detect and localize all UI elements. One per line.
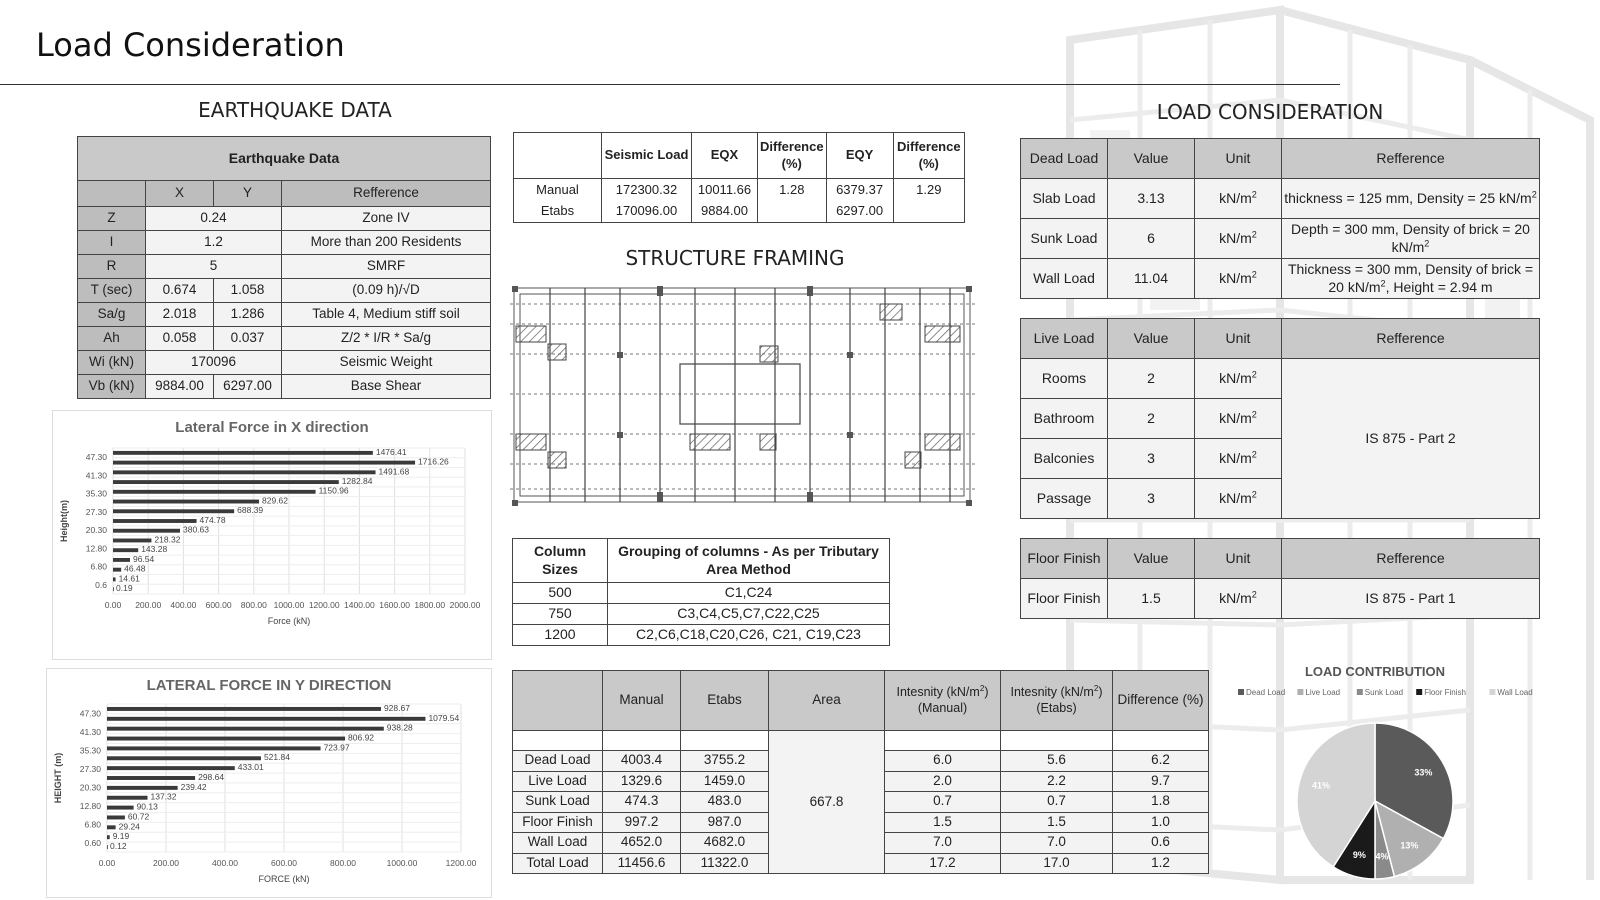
intensity-difference: 1.0 — [1113, 812, 1209, 833]
intensity-etabs: 1459.0 — [681, 771, 769, 792]
x-tick-label: 200.00 — [135, 600, 162, 610]
y-tick-label: 0.6 — [95, 579, 107, 590]
eq-row-x: 9884.00 — [146, 375, 214, 399]
x-tick-label: 400.00 — [170, 600, 197, 610]
live-header: Value — [1108, 319, 1195, 359]
intensity-value-manual: 2.0 — [885, 771, 1001, 792]
live-load-table — [1020, 318, 1540, 519]
legend-entry: Live Load — [1305, 688, 1341, 697]
column-size: 500 — [513, 583, 608, 604]
y-tick-label: 12.80 — [79, 800, 101, 811]
eq-row-x: 2.018 — [146, 303, 214, 327]
bar — [113, 490, 316, 494]
intensity-manual: 1329.6 — [603, 771, 681, 792]
slice-label: 13% — [1400, 840, 1419, 851]
dead-load-table — [1020, 138, 1540, 299]
load-contribution-chart — [1230, 664, 1533, 894]
seismic-header: Difference (%) — [758, 133, 827, 179]
eq-row-value: 0.24 — [146, 207, 282, 231]
intensity-manual: 4003.4 — [603, 751, 681, 772]
column-grouping-table — [512, 538, 890, 646]
live-header: Unit — [1195, 319, 1282, 359]
intensity-value-etabs: 7.0 — [1001, 833, 1113, 854]
intensity-spacer — [885, 731, 1001, 751]
dead-header: Value — [1108, 139, 1195, 179]
intensity-value-manual: 17.2 — [885, 853, 1001, 874]
x-tick-label: 1000.00 — [273, 600, 305, 610]
live-row-label: Rooms — [1021, 359, 1108, 399]
dead-header: Dead Load — [1021, 139, 1108, 179]
bar — [113, 451, 373, 455]
intensity-etabs: 4682.0 — [681, 833, 769, 854]
seismic-header: EQX — [692, 133, 758, 179]
bar — [113, 548, 138, 552]
intensity-difference: 0.6 — [1113, 833, 1209, 854]
bar — [107, 746, 321, 750]
eq-row-reference: Zone IV — [282, 207, 491, 231]
y-tick-label: 47.30 — [85, 452, 107, 463]
column-group: C2,C6,C18,C20,C26, C21, C19,C23 — [608, 625, 890, 646]
bar — [113, 500, 259, 504]
eq-row-label: Wi (kN) — [78, 351, 146, 375]
y-tick-label: 6.80 — [84, 819, 101, 830]
live-row-label: Passage — [1021, 479, 1108, 519]
floor-row-value: 1.5 — [1108, 579, 1195, 619]
earthquake-data-table — [77, 136, 491, 399]
x-tick-label: 1200.00 — [445, 858, 477, 868]
seismic-cell: Etabs — [514, 201, 602, 223]
eq-row-label: Vb (kN) — [78, 375, 146, 399]
x-tick-label: 1000.00 — [386, 858, 418, 868]
bar — [113, 480, 339, 484]
data-label: 928.67 — [383, 702, 410, 713]
eq-row-y: 0.037 — [214, 327, 282, 351]
intensity-header: Difference (%) — [1113, 671, 1209, 731]
intensity-value-manual: 0.7 — [885, 792, 1001, 813]
eq-row-value: 5 — [146, 255, 282, 279]
y-tick-label: 35.30 — [79, 745, 101, 756]
y-tick-label: 0.60 — [84, 837, 101, 848]
dead-row-reference: Depth = 300 mm, Density of brick = 20 $kN/m^2$ — [1282, 219, 1540, 259]
lateral-force-x-chart — [52, 410, 492, 660]
data-label: 46.48 — [124, 563, 146, 574]
eq-row-label: Sa/g — [78, 303, 146, 327]
slice-label: 33% — [1414, 767, 1433, 778]
eq-row-reference: Base Shear — [282, 375, 491, 399]
intensity-spacer — [603, 731, 681, 751]
lateral-force-y-plot — [47, 694, 491, 894]
bar — [107, 815, 125, 819]
x-axis-label: Force (kN) — [267, 616, 311, 626]
intensity-area: 667.8 — [769, 731, 885, 874]
seismic-header — [514, 133, 602, 179]
data-label: 829.62 — [262, 495, 289, 506]
x-tick-label: 1800.00 — [414, 600, 446, 610]
lateral-force-y-chart — [46, 668, 492, 898]
y-tick-label: 6.80 — [90, 561, 107, 572]
seismic-cell — [893, 201, 964, 223]
intensity-manual: 997.2 — [603, 812, 681, 833]
data-label: 723.97 — [323, 742, 350, 753]
page-title: Load Consideration — [36, 26, 345, 64]
bar — [107, 845, 108, 849]
intensity-value-etabs: 5.6 — [1001, 751, 1113, 772]
intensity-difference: 6.2 — [1113, 751, 1209, 772]
data-label: 14.61 — [118, 573, 140, 584]
eq-row-reference: Table 4, Medium stiff soil — [282, 303, 491, 327]
bar — [107, 776, 195, 780]
dead-row-unit: $kN/m^2$ — [1195, 219, 1282, 259]
seismic-cell: 1.29 — [893, 179, 964, 201]
intensity-value-etabs: 2.2 — [1001, 771, 1113, 792]
floor-header: Refference — [1282, 539, 1540, 579]
slice-label: 41% — [1312, 780, 1331, 791]
intensity-label: Total Load — [513, 853, 603, 874]
intensity-spacer — [681, 731, 769, 751]
bar — [107, 766, 235, 770]
floor-row-reference: IS 875 - Part 1 — [1282, 579, 1540, 619]
data-label: 0.19 — [116, 583, 133, 594]
eq-row-x: 0.674 — [146, 279, 214, 303]
column-group: C1,C24 — [608, 583, 890, 604]
load-intensity-table — [512, 670, 1209, 874]
seismic-cell — [758, 201, 827, 223]
legend-entry: Sunk Load — [1364, 688, 1404, 697]
earthquake-table-title: Earthquake Data — [78, 137, 491, 181]
x-tick-label: 1400.00 — [344, 600, 375, 610]
framing-columns — [512, 286, 972, 506]
y-tick-label: 12.80 — [85, 543, 107, 554]
x-tick-label: 0.00 — [104, 600, 122, 610]
floor-header: Floor Finish — [1021, 539, 1108, 579]
dead-row-reference: thickness = 125 mm, Density = 25 $kN/m^2$ — [1282, 179, 1540, 219]
intensity-label: Wall Load — [513, 833, 603, 854]
floor-header: Unit — [1195, 539, 1282, 579]
legend-entry: Floor Finish — [1424, 688, 1466, 697]
bar — [107, 796, 148, 800]
live-row-unit: $kN/m^2$ — [1195, 479, 1282, 519]
x-tick-label: 200.00 — [153, 858, 179, 868]
y-axis-label: Height(m) — [59, 500, 69, 542]
x-tick-label: 600.00 — [205, 600, 232, 610]
intensity-header — [513, 671, 603, 731]
bar — [107, 835, 110, 839]
eq-row-y: 6297.00 — [214, 375, 282, 399]
intensity-manual: 11456.6 — [603, 853, 681, 874]
data-label: 1476.41 — [375, 446, 407, 457]
header-x: X — [146, 181, 214, 207]
column-size: 750 — [513, 604, 608, 625]
data-label: 1079.54 — [428, 712, 460, 723]
data-label: 143.28 — [141, 544, 168, 555]
legend-entry: Dead Load — [1246, 688, 1286, 697]
framing-section-title: STRUCTURE FRAMING — [625, 246, 845, 270]
eq-row-label: Ah — [78, 327, 146, 351]
eq-row-reference: Z/2 * I/R * Sa/g — [282, 327, 491, 351]
bar — [107, 727, 384, 731]
intensity-spacer — [513, 731, 603, 751]
intensity-difference: 9.7 — [1113, 771, 1209, 792]
eq-row-x: 0.058 — [146, 327, 214, 351]
seismic-comparison-table — [513, 132, 965, 223]
y-tick-label: 47.30 — [79, 708, 101, 719]
x-axis-label: FORCE (kN) — [258, 874, 310, 884]
bar — [113, 568, 121, 572]
data-label: 137.32 — [150, 791, 177, 802]
x-tick-label: 1200.00 — [308, 600, 340, 610]
intensity-label: Live Load — [513, 771, 603, 792]
x-tick-label: 1600.00 — [379, 600, 410, 610]
eq-row-reference: Seismic Weight — [282, 351, 491, 375]
legend-swatch — [1238, 689, 1244, 695]
dead-header: Unit — [1195, 139, 1282, 179]
chart-title: LATERAL FORCE IN Y DIRECTION — [146, 677, 392, 694]
intensity-value-etabs: 1.5 — [1001, 812, 1113, 833]
eq-row-value: 1.2 — [146, 231, 282, 255]
structure-framing-plan — [510, 284, 975, 510]
dead-row-value: 6 — [1108, 219, 1195, 259]
eq-row-label: Z — [78, 207, 146, 231]
legend-swatch — [1416, 689, 1422, 695]
y-tick-label: 20.30 — [85, 525, 107, 536]
legend-swatch — [1297, 689, 1303, 695]
y-tick-label: 20.30 — [79, 782, 101, 793]
legend-entry: Wall Load — [1497, 688, 1533, 697]
data-label: 938.28 — [386, 722, 413, 733]
live-row-value: 2 — [1108, 359, 1195, 399]
bar — [107, 737, 345, 741]
x-tick-label: 600.00 — [271, 858, 297, 868]
intensity-header: Manual — [603, 671, 681, 731]
legend-swatch — [1357, 689, 1363, 695]
eq-row-label: R — [78, 255, 146, 279]
data-label: 9.19 — [112, 831, 130, 842]
slice-label: 4% — [1375, 851, 1389, 862]
y-axis-label: HEIGHT (m) — [53, 752, 63, 804]
data-label: 688.39 — [237, 505, 264, 516]
earthquake-section-title: EARTHQUAKE DATA — [198, 98, 392, 122]
seismic-header: Seismic Load — [602, 133, 692, 179]
eq-row-reference: SMRF — [282, 255, 491, 279]
live-row-unit: $kN/m^2$ — [1195, 439, 1282, 479]
seismic-cell: 10011.66 — [692, 179, 758, 201]
x-tick-label: 400.00 — [212, 858, 238, 868]
load-contribution-pie — [1230, 679, 1533, 891]
bar — [113, 558, 130, 562]
y-tick-label: 27.30 — [79, 763, 101, 774]
data-label: 239.42 — [180, 781, 207, 792]
eq-row-label: T (sec) — [78, 279, 146, 303]
column-header: Column Sizes — [513, 539, 608, 583]
bar — [113, 519, 197, 523]
intensity-etabs: 11322.0 — [681, 853, 769, 874]
intensity-label: Dead Load — [513, 751, 603, 772]
lateral-force-x-plot — [53, 436, 491, 656]
intensity-etabs: 483.0 — [681, 792, 769, 813]
live-row-value: 3 — [1108, 439, 1195, 479]
bar — [113, 461, 415, 465]
live-reference: IS 875 - Part 2 — [1282, 359, 1540, 519]
data-label: 1282.84 — [341, 476, 373, 487]
intensity-value-etabs: 0.7 — [1001, 792, 1113, 813]
bar — [107, 825, 116, 829]
intensity-header-etabs: Intesnity $(kN/m^2)$ (Etabs) — [1001, 671, 1113, 731]
intensity-spacer — [1113, 731, 1209, 751]
floor-row-label: Floor Finish — [1021, 579, 1108, 619]
data-label: 1716.26 — [418, 456, 449, 467]
data-label: 298.64 — [198, 771, 225, 782]
live-row-value: 3 — [1108, 479, 1195, 519]
seismic-cell: 6379.37 — [826, 179, 893, 201]
y-tick-label: 41.30 — [79, 726, 101, 737]
data-label: 29.24 — [118, 821, 140, 832]
intensity-difference: 1.2 — [1113, 853, 1209, 874]
dead-header: Refference — [1282, 139, 1540, 179]
intensity-etabs: 3755.2 — [681, 751, 769, 772]
header-blank — [78, 181, 146, 207]
x-tick-label: 0.00 — [98, 858, 116, 868]
intensity-value-manual: 1.5 — [885, 812, 1001, 833]
intensity-value-manual: 7.0 — [885, 833, 1001, 854]
dead-row-label: Wall Load — [1021, 259, 1108, 299]
intensity-header: Area — [769, 671, 885, 731]
live-row-unit: $kN/m^2$ — [1195, 359, 1282, 399]
x-tick-label: 800.00 — [240, 600, 267, 610]
seismic-cell: 1.28 — [758, 179, 827, 201]
data-label: 218.32 — [154, 534, 181, 545]
bar — [107, 786, 178, 790]
live-header: Live Load — [1021, 319, 1108, 359]
data-label: 1491.68 — [378, 466, 410, 477]
dead-row-value: 3.13 — [1108, 179, 1195, 219]
intensity-header-manual: Intesnity $(kN/m^2)$ (Manual) — [885, 671, 1001, 731]
data-label: 60.72 — [127, 811, 150, 822]
y-tick-label: 27.30 — [85, 506, 107, 517]
eq-row-value: 170096 — [146, 351, 282, 375]
seismic-header: EQY — [826, 133, 893, 179]
dead-row-unit: $kN/m^2$ — [1195, 179, 1282, 219]
bar — [107, 717, 425, 721]
data-label: 521.84 — [263, 752, 290, 763]
seismic-cell: 170096.00 — [602, 201, 692, 223]
header-reference: Refference — [282, 181, 491, 207]
bar — [113, 470, 376, 474]
x-tick-label: 2000.00 — [449, 600, 481, 610]
intensity-manual: 4652.0 — [603, 833, 681, 854]
eq-row-y: 1.286 — [214, 303, 282, 327]
eq-row-y: 1.058 — [214, 279, 282, 303]
live-row-label: Balconies — [1021, 439, 1108, 479]
intensity-label: Floor Finish — [513, 812, 603, 833]
dead-row-label: Slab Load — [1021, 179, 1108, 219]
bar — [107, 707, 381, 711]
seismic-cell: 172300.32 — [602, 179, 692, 201]
dead-row-label: Sunk Load — [1021, 219, 1108, 259]
column-header: Grouping of columns - As per Tributary Area Method — [608, 539, 890, 583]
intensity-manual: 474.3 — [603, 792, 681, 813]
eq-row-label: I — [78, 231, 146, 255]
intensity-header: Etabs — [681, 671, 769, 731]
floor-header: Value — [1108, 539, 1195, 579]
bar — [113, 539, 151, 543]
seismic-cell: Manual — [514, 179, 602, 201]
x-tick-label: 800.00 — [330, 858, 356, 868]
data-label: 474.78 — [199, 514, 226, 525]
eq-row-reference: (0.09 h)/√D — [282, 279, 491, 303]
column-size: 1200 — [513, 625, 608, 646]
live-row-unit: $kN/m^2$ — [1195, 399, 1282, 439]
bar — [113, 587, 114, 591]
intensity-etabs: 987.0 — [681, 812, 769, 833]
data-label: 806.92 — [348, 732, 375, 743]
seismic-header: Difference (%) — [893, 133, 964, 179]
bar — [113, 509, 234, 513]
column-group: C3,C4,C5,C7,C22,C25 — [608, 604, 890, 625]
bar — [107, 806, 134, 810]
y-tick-label: 41.30 — [85, 470, 107, 481]
data-label: 380.63 — [182, 524, 209, 535]
seismic-cell: 9884.00 — [692, 201, 758, 223]
slice-label: 9% — [1352, 849, 1366, 860]
y-tick-label: 35.30 — [85, 488, 107, 499]
chart-title: Lateral Force in X direction — [175, 419, 369, 436]
intensity-value-manual: 6.0 — [885, 751, 1001, 772]
legend-swatch — [1489, 689, 1495, 695]
eq-row-reference: More than 200 Residents — [282, 231, 491, 255]
data-label: 0.12 — [110, 841, 127, 852]
intensity-label: Sunk Load — [513, 792, 603, 813]
floor-row-unit: $kN/m^2$ — [1195, 579, 1282, 619]
live-row-label: Bathroom — [1021, 399, 1108, 439]
title-divider — [0, 84, 1340, 85]
data-label: 1150.96 — [318, 485, 349, 496]
floor-finish-table — [1020, 538, 1540, 619]
bar — [113, 577, 116, 581]
data-label: 96.54 — [132, 553, 155, 564]
load-consideration-title: LOAD CONSIDERATION — [1156, 100, 1384, 124]
bar — [107, 756, 261, 760]
header-y: Y — [214, 181, 282, 207]
data-label: 433.01 — [237, 762, 264, 773]
dead-row-value: 11.04 — [1108, 259, 1195, 299]
framing-hatched-slabs — [516, 304, 960, 468]
live-row-value: 2 — [1108, 399, 1195, 439]
bar — [113, 529, 180, 533]
intensity-difference: 1.8 — [1113, 792, 1209, 813]
dead-row-reference: Thickness = 300 mm, Density of brick = 20 $kN/m^2$, Height = 2.94 m — [1282, 259, 1540, 299]
pie-title: LOAD CONTRIBUTION — [1304, 664, 1446, 679]
intensity-value-etabs: 17.0 — [1001, 853, 1113, 874]
intensity-spacer — [1001, 731, 1113, 751]
seismic-cell: 6297.00 — [826, 201, 893, 223]
data-label: 90.13 — [136, 801, 158, 812]
live-header: Refference — [1282, 319, 1540, 359]
dead-row-unit: $kN/m^2$ — [1195, 259, 1282, 299]
